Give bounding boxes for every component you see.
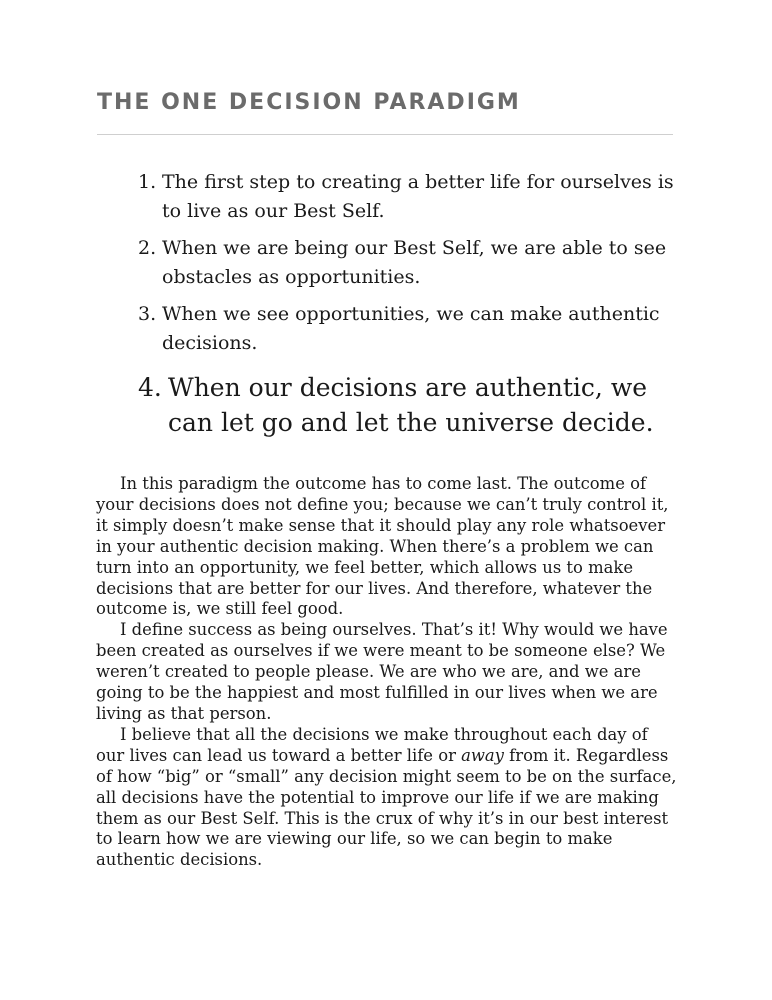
title-divider bbox=[97, 134, 673, 135]
chapter-title: THE ONE DECISION PARADIGM bbox=[97, 90, 521, 115]
principle-item-2 bbox=[138, 234, 678, 292]
body-text bbox=[96, 474, 681, 871]
principle-number: 4. bbox=[138, 373, 162, 402]
principle-item-1 bbox=[138, 168, 678, 226]
principle-text: When our decisions are authentic, we can let go and let the universe decide. bbox=[168, 373, 654, 437]
paragraph-2: I define success as being ourselves. That’s it! Why would we have been created as ourselves if we were meant to be someone else? We weren’t created to people please. We are who we are, and we are going to be the happiest and most fulfilled in our lives when we are living as that person. bbox=[96, 620, 668, 723]
paragraph-3 bbox=[96, 725, 681, 871]
principle-item-4 bbox=[138, 370, 678, 440]
paragraph-3-text-end: from it. Regardless of how “big” or “small” any decision might seem to be on the surface, all decisions have the potential to improve our life if we are making them as our Best Self. This is the crux of why it’s in our best interest to learn how we are viewing our life, so we can begin to make authentic decisions. bbox=[96, 745, 677, 870]
principles-list bbox=[138, 168, 678, 448]
principle-text: The first step to creating a better life for ourselves is to live as our Best Self. bbox=[162, 171, 674, 222]
principle-text: When we are being our Best Self, we are able to see obstacles as opportunities. bbox=[162, 237, 667, 288]
principle-number: 2. bbox=[138, 237, 157, 259]
principle-text: When we see opportunities, we can make authentic decisions. bbox=[162, 303, 660, 354]
paragraph-3-text-start: I believe that all the decisions we make throughout each day of our lives can lead us toward a better life or bbox=[96, 724, 648, 765]
principle-number: 1. bbox=[138, 171, 157, 193]
paragraph-1: In this paradigm the outcome has to come last. The outcome of your decisions does not define you; because we can’t truly control it, it simply doesn’t make sense that it should play any role whatsoever in your authentic decision making. When there’s a problem we can turn into an opportunity, we feel better, which allows us to make decisions that are better for our lives. And therefore, whatever the outcome is, we still feel good. bbox=[96, 474, 669, 619]
principle-number: 3. bbox=[138, 303, 157, 325]
principle-item-3 bbox=[138, 300, 678, 358]
emphasized-word: away bbox=[461, 745, 504, 765]
